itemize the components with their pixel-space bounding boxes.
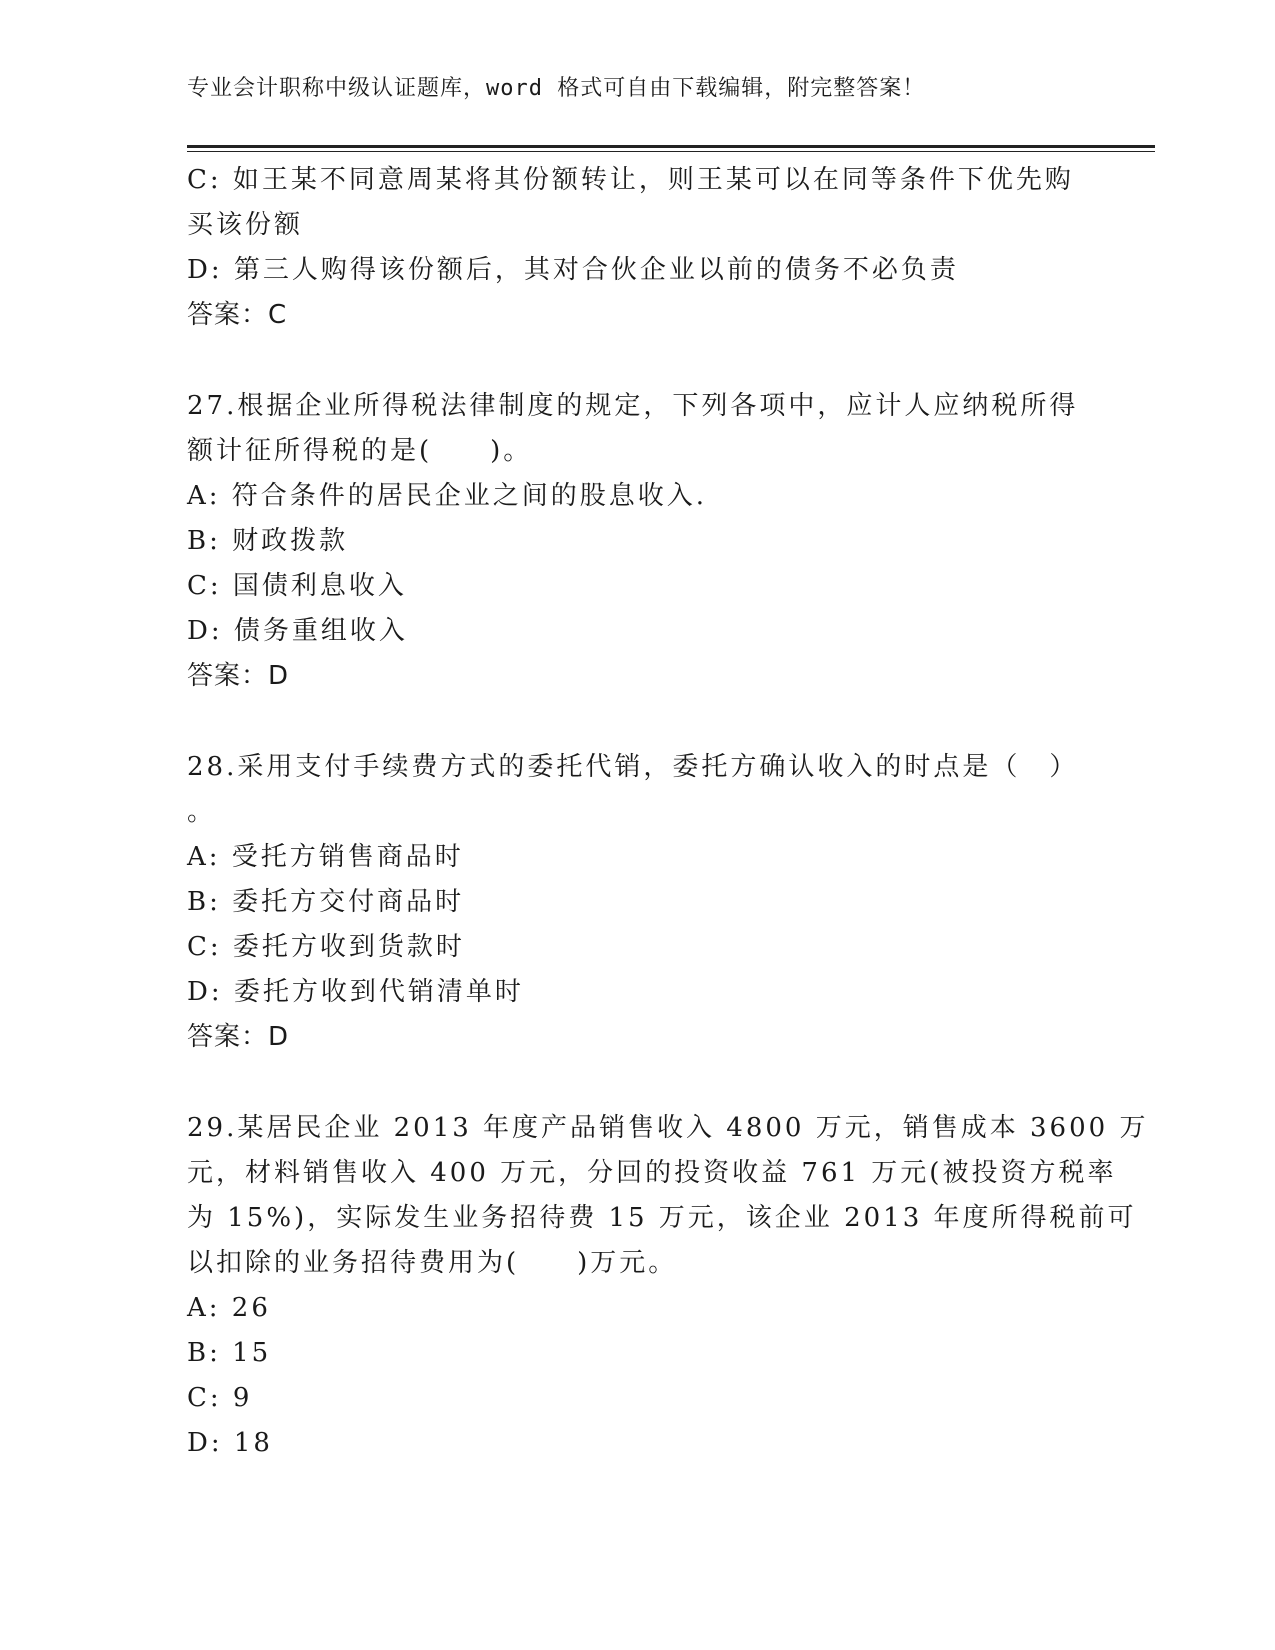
answer: 答案：D — [187, 1022, 290, 1052]
option-d: D: 债务重组收入 — [187, 616, 408, 646]
option-b: B: 委托方交付商品时 — [187, 887, 465, 917]
question-27 — [187, 384, 1087, 699]
question-29 — [187, 1106, 1149, 1466]
answer: 答案：D — [187, 661, 290, 691]
option-c: C: 国债利息收入 — [187, 571, 407, 601]
question-stem: 。 — [187, 797, 217, 827]
option-b: B: 财政拨款 — [187, 526, 349, 556]
option-d: D: 第三人购得该份额后，其对合伙企业以前的债务不必负责 — [187, 255, 959, 285]
option-c: C: 9 — [187, 1383, 253, 1413]
option-b: B: 15 — [187, 1338, 272, 1368]
option-a: A: 26 — [187, 1293, 271, 1323]
answer: 答案：C — [187, 300, 288, 330]
spacer — [187, 1060, 1087, 1106]
page-header: 专业会计职称中级认证题库，word 格式可自由下载编辑，附完整答案！ — [187, 76, 926, 101]
option-a: A: 受托方销售商品时 — [187, 842, 464, 872]
question-stem: 以扣除的业务招待费用为( )万元。 — [187, 1248, 678, 1278]
option-a: A: 符合条件的居民企业之间的股息收入. — [187, 481, 708, 511]
spacer — [187, 338, 1087, 384]
question-28 — [187, 745, 1087, 1060]
question-stem: 28.采用支付手续费方式的委托代销，委托方确认收入的时点是（ ） — [187, 752, 1079, 782]
option-c: C: 如王某不同意周某将其份额转让，则王某可以在同等条件下优先购 — [187, 165, 1074, 195]
question-stem: 为 15%)，实际发生业务招待费 15 万元，该企业 2013 年度所得税前可 — [187, 1203, 1137, 1233]
question-content — [187, 158, 1149, 1466]
option-d: D: 18 — [187, 1428, 273, 1458]
option-c-continued: 买该份额 — [187, 210, 304, 240]
header-rule-thick — [187, 145, 1155, 148]
question-stem: 29.某居民企业 2013 年度产品销售收入 4800 万元，销售成本 3600 万 — [187, 1113, 1149, 1143]
question-stem: 27.根据企业所得税法律制度的规定，下列各项中，应计人应纳税所得 — [187, 391, 1079, 421]
header-rule-thin — [187, 151, 1155, 152]
spacer — [187, 699, 1087, 745]
option-d: D: 委托方收到代销清单时 — [187, 977, 524, 1007]
continued-question — [187, 158, 1087, 338]
question-stem: 额计征所得税的是( )。 — [187, 436, 533, 466]
question-stem: 元，材料销售收入 400 万元，分回的投资收益 761 万元(被投资方税率 — [187, 1158, 1117, 1188]
option-c: C: 委托方收到货款时 — [187, 932, 465, 962]
